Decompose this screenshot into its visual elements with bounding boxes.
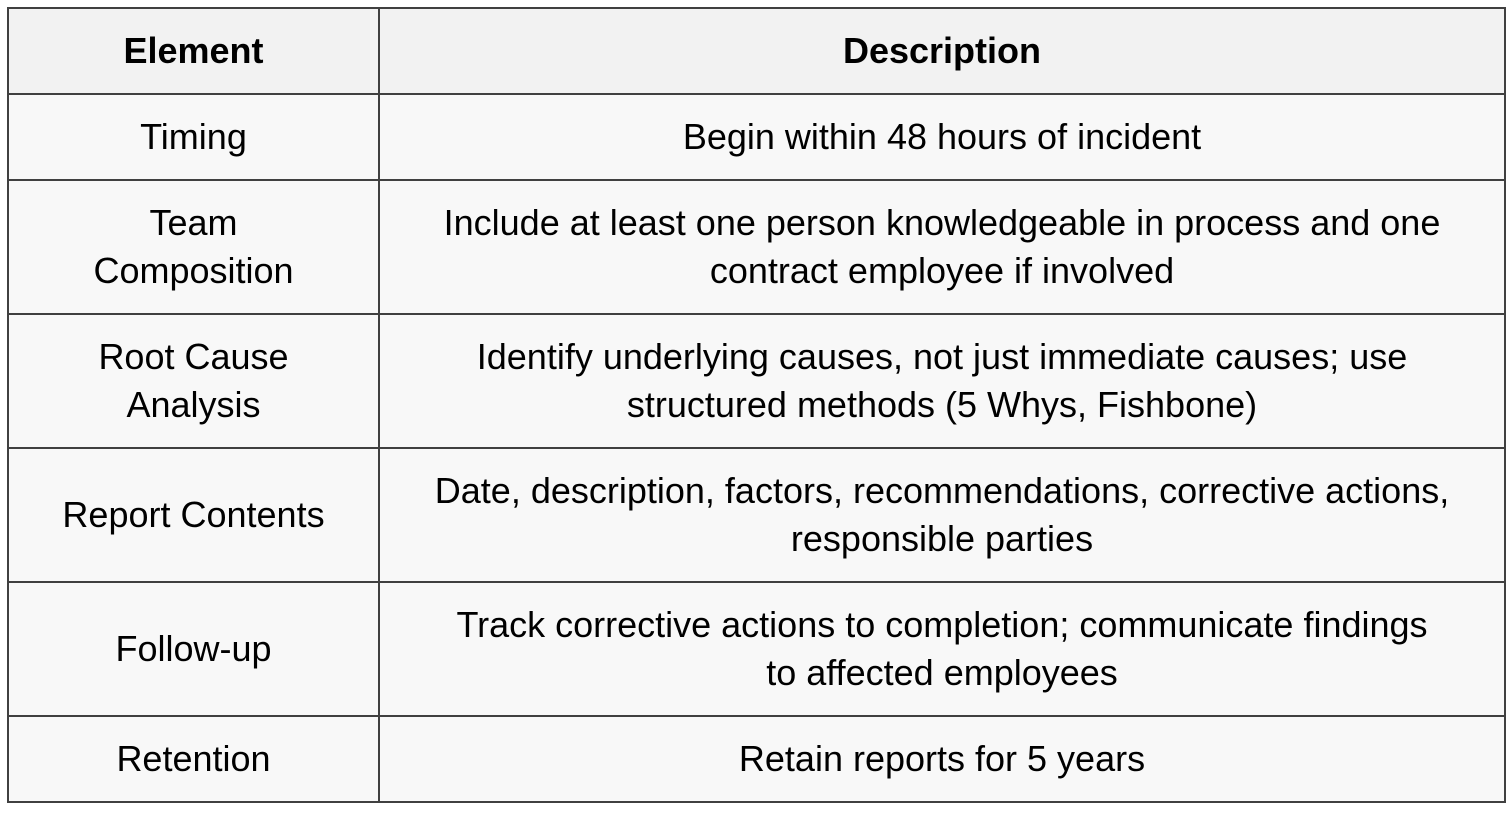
element-cell: Follow-up [8,582,379,716]
incident-investigation-table-container [7,7,1506,803]
description-text: Date, description, factors, recommendations, corrective actions, responsible parties [434,470,1450,559]
description-cell [379,582,1505,716]
description-text: Include at least one person knowledgeable in process and one contract employee if involved [443,202,1441,291]
description-cell [379,448,1505,582]
table-row [8,448,1505,582]
description-cell [379,314,1505,448]
table-row [8,314,1505,448]
table-row [8,94,1505,180]
element-cell: Timing [8,94,379,180]
header-row [8,8,1505,94]
element-cell [8,180,379,314]
element-text: Team Composition [93,202,294,291]
element-text: Root Cause Analysis [98,336,289,425]
element-cell: Retention [8,716,379,802]
header-description: Description [379,8,1505,94]
element-cell: Report Contents [8,448,379,582]
description-cell: Retain reports for 5 years [379,716,1505,802]
table-row [8,582,1505,716]
description-text: Track corrective actions to completion; communicate findings to affected employees [456,604,1428,693]
description-cell [379,180,1505,314]
description-cell: Begin within 48 hours of incident [379,94,1505,180]
table-row [8,716,1505,802]
incident-investigation-table [7,7,1506,803]
element-cell [8,314,379,448]
description-text: Identify underlying causes, not just immediate causes; use structured methods (5 Whys, Fishbone) [476,336,1408,425]
header-element: Element [8,8,379,94]
table-row [8,180,1505,314]
